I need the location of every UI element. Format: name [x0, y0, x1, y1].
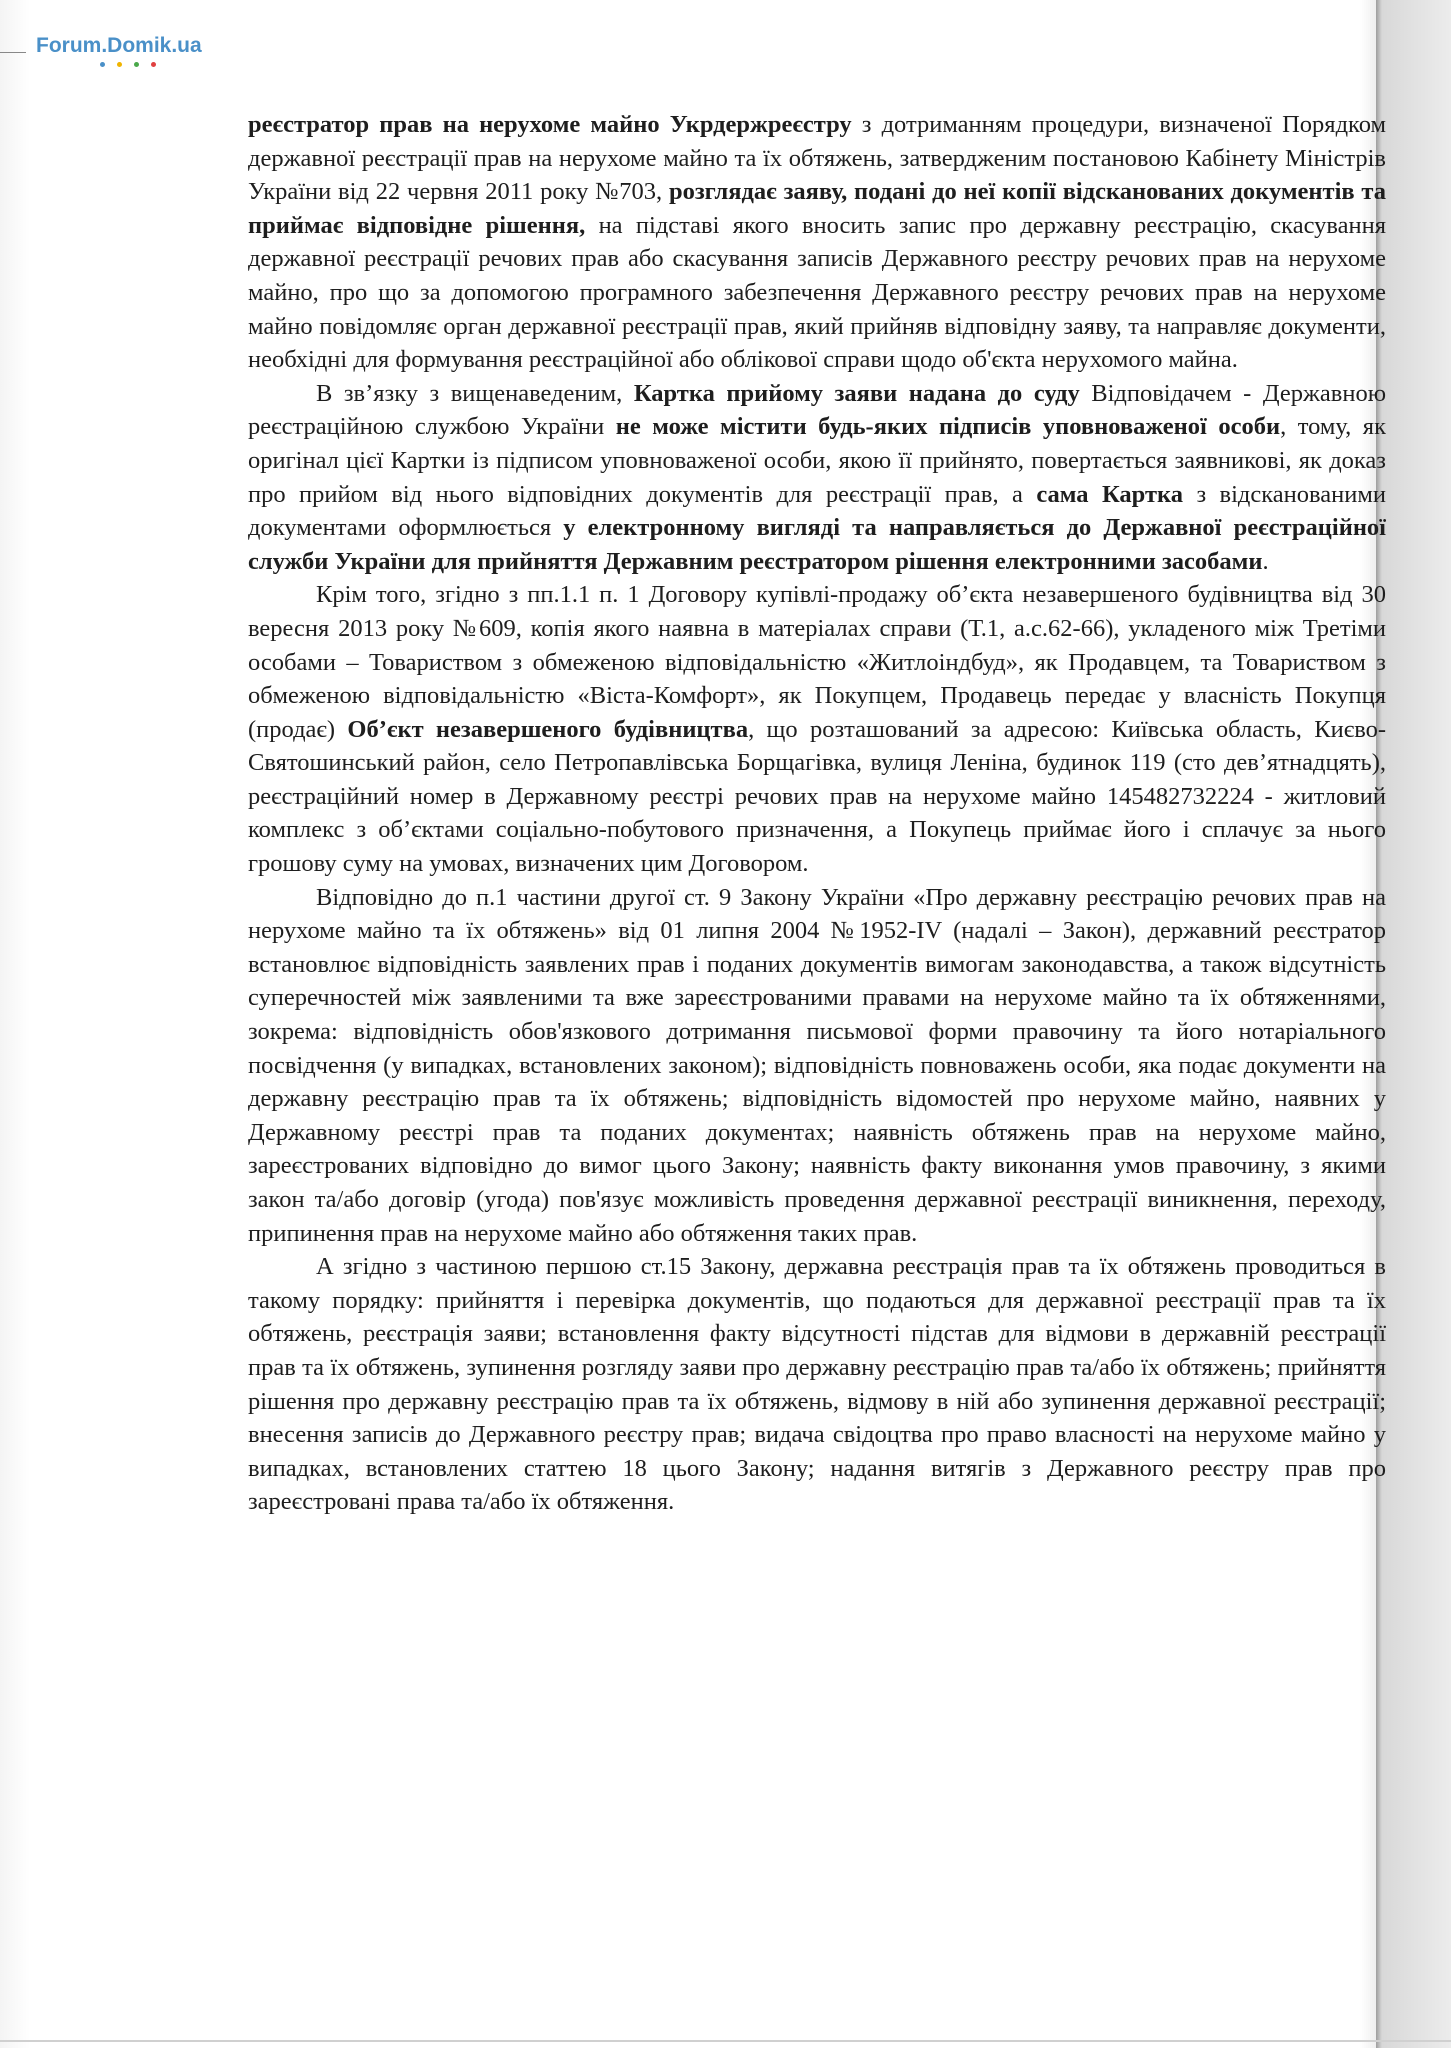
text-run: . — [1262, 547, 1269, 575]
watermark-dot — [117, 62, 122, 67]
scan-right-edge-shadow — [1376, 0, 1451, 2048]
text-run: з відсканованими документами оформлюється — [248, 480, 1386, 542]
document-body — [248, 108, 1386, 1828]
paragraph-law-article-15 — [248, 1250, 1386, 1519]
bold-text-run: реєстратор прав на нерухоме майно Укрдержреєстру — [248, 111, 852, 138]
bold-text-run: Картка прийому заяви надана до суду — [633, 379, 1080, 407]
watermark-dot — [100, 62, 105, 67]
watermark-dot — [134, 62, 139, 67]
watermark-dots — [100, 62, 156, 67]
text-run: Відповідачем - Державною реєстраційною службою України — [248, 379, 1386, 441]
scan-corner-mark — [0, 52, 26, 53]
text-run: В зв’язку з вищенаведеним, — [316, 379, 634, 407]
forum-watermark-logo[interactable]: Forum.Domik.ua — [36, 34, 202, 57]
text-run: на підставі якого вносить запис про державну реєстрацію, скасування державної реєстрації речових прав або скасування записів Державного реєстру речових прав на нерухоме майно, про що за допомогою програмного забезпечення Державного реєстру речових прав на нерухоме майно повідомляє орган державної реєстрації прав, який прийняв відповідну заяву, та направляє документи, необхідні для формування реєстраційної або облікової справи щодо об'єкта нерухомого майна. — [248, 211, 1386, 374]
text-run: Крім того, згідно з пп.1.1 п. 1 Договору купівлі-продажу об’єкта незавершеного будівництва від 30 вересня 2013 року №609, копія якого наявна в матеріалах справи (Т.1, а.с.62-66), укладеного між Третіми особами – Товариством з обмеженою відповідальністю «Житлоіндбуд», як Продавцем, та Товариством з обмеженою відповідальністю «Віста-Комфорт», як Покупцем, Продавець передає у власність Покупця (продає) — [248, 581, 1386, 743]
paragraph-sale-contract — [248, 578, 1386, 880]
text-run: , тому, як оригінал цієї Картки із підписом уповноваженої особи, якою її прийнято, повертається заявникові, як доказ про прийом від нього відповідних документів для реєстрації прав, а — [248, 413, 1386, 508]
bold-text-run: розглядає заяву, подані до неї копії відсканованих документів та приймає відповідне рішення, — [248, 178, 1386, 239]
text-run: Відповідно до п.1 частини другої ст. 9 Закону України «Про державну реєстрацію речових прав на нерухоме майно та їх обтяжень» від 01 липня 2004 №1952-IV (надалі – Закон), державний реєстратор встановлює відповідність заявлених прав і поданих документів вимогам законодавства, а також відсутність суперечностей між заявленими та вже зареєстрованими правами на нерухоме майно та їх обтяженнями, зокрема: відповідність обов'язкового дотримання письмової форми правочину та його нотаріального посвідчення (у випадках, встановлених законом); відповідність повноважень особи, яка подає документи на державну реєстрацію прав та їх обтяжень; відповідність відомостей про нерухоме майно, наявних у Державному реєстрі прав та поданих документах; наявність обтяжень прав на нерухоме майно, зареєстрованих відповідно до вимог цього Закону; наявність факту виконання умов правочину, з якими закон та/або договір (угода) пов'язує можливість проведення державної реєстрації виникнення, переходу, припинення прав на нерухоме майно або обтяження таких прав. — [248, 883, 1386, 1247]
paragraph-registrar-procedure — [248, 108, 1386, 377]
paragraph-law-article-9 — [248, 881, 1386, 1251]
scan-bottom-edge — [0, 2040, 1451, 2042]
watermark-dot — [151, 62, 156, 67]
bold-text-run: Об’єкт незавершеного будівництва — [347, 715, 749, 743]
bold-text-run: у електронному вигляді та направляється до Державної реєстраційної служби України для прийняття Державним реєстратором рішення електронними засобами — [248, 514, 1386, 575]
text-run: А згідно з частиною першою ст.15 Закону, державна реєстрація прав та їх обтяжень проводиться в такому порядку: прийняття і перевірка документів, що подаються для державної реєстрації прав та їх обтяжень, реєстрація заяви; встановлення факту відсутності підстав для відмови в державній реєстрації прав та їх обтяжень, зупинення розгляду заяви про державну реєстрацію прав та/або їх обтяжень; прийняття рішення про державну реєстрацію прав та їх обтяжень, відмову в ній або зупинення державної реєстрації; внесення записів до Державного реєстру прав; видача свідоцтва про право власності на нерухоме майно у випадках, встановлених статтею 18 цього Закону; надання витягів з Державного реєстру прав про зареєстровані права та/або їх обтяження. — [248, 1253, 1386, 1516]
bold-text-run: сама Картка — [1036, 480, 1183, 508]
bold-text-run: не може містити будь-яких підписів уповноваженої особи — [615, 413, 1281, 441]
paragraph-application-card — [248, 377, 1386, 579]
text-run: з дотриманням процедури, визначеної Порядком державної реєстрації прав на нерухоме майно та їх обтяжень, затвердженим постановою Кабінету Міністрів України від 22 червня 2011 року №703, — [248, 111, 1386, 206]
text-run: , що розташований за адресою: Київська область, Києво-Святошинський район, село Петропавлівська Борщагівка, вулиця Леніна, будинок 119 (сто дев’ятнадцять), реєстраційний номер в Державному реєстрі речових прав на нерухоме майно 145482732224 - житловий комплекс з об’єктами соціально-побутового призначення, а Покупець приймає його і сплачує за нього грошову суму на умовах, визначених цим Договором. — [248, 715, 1386, 878]
